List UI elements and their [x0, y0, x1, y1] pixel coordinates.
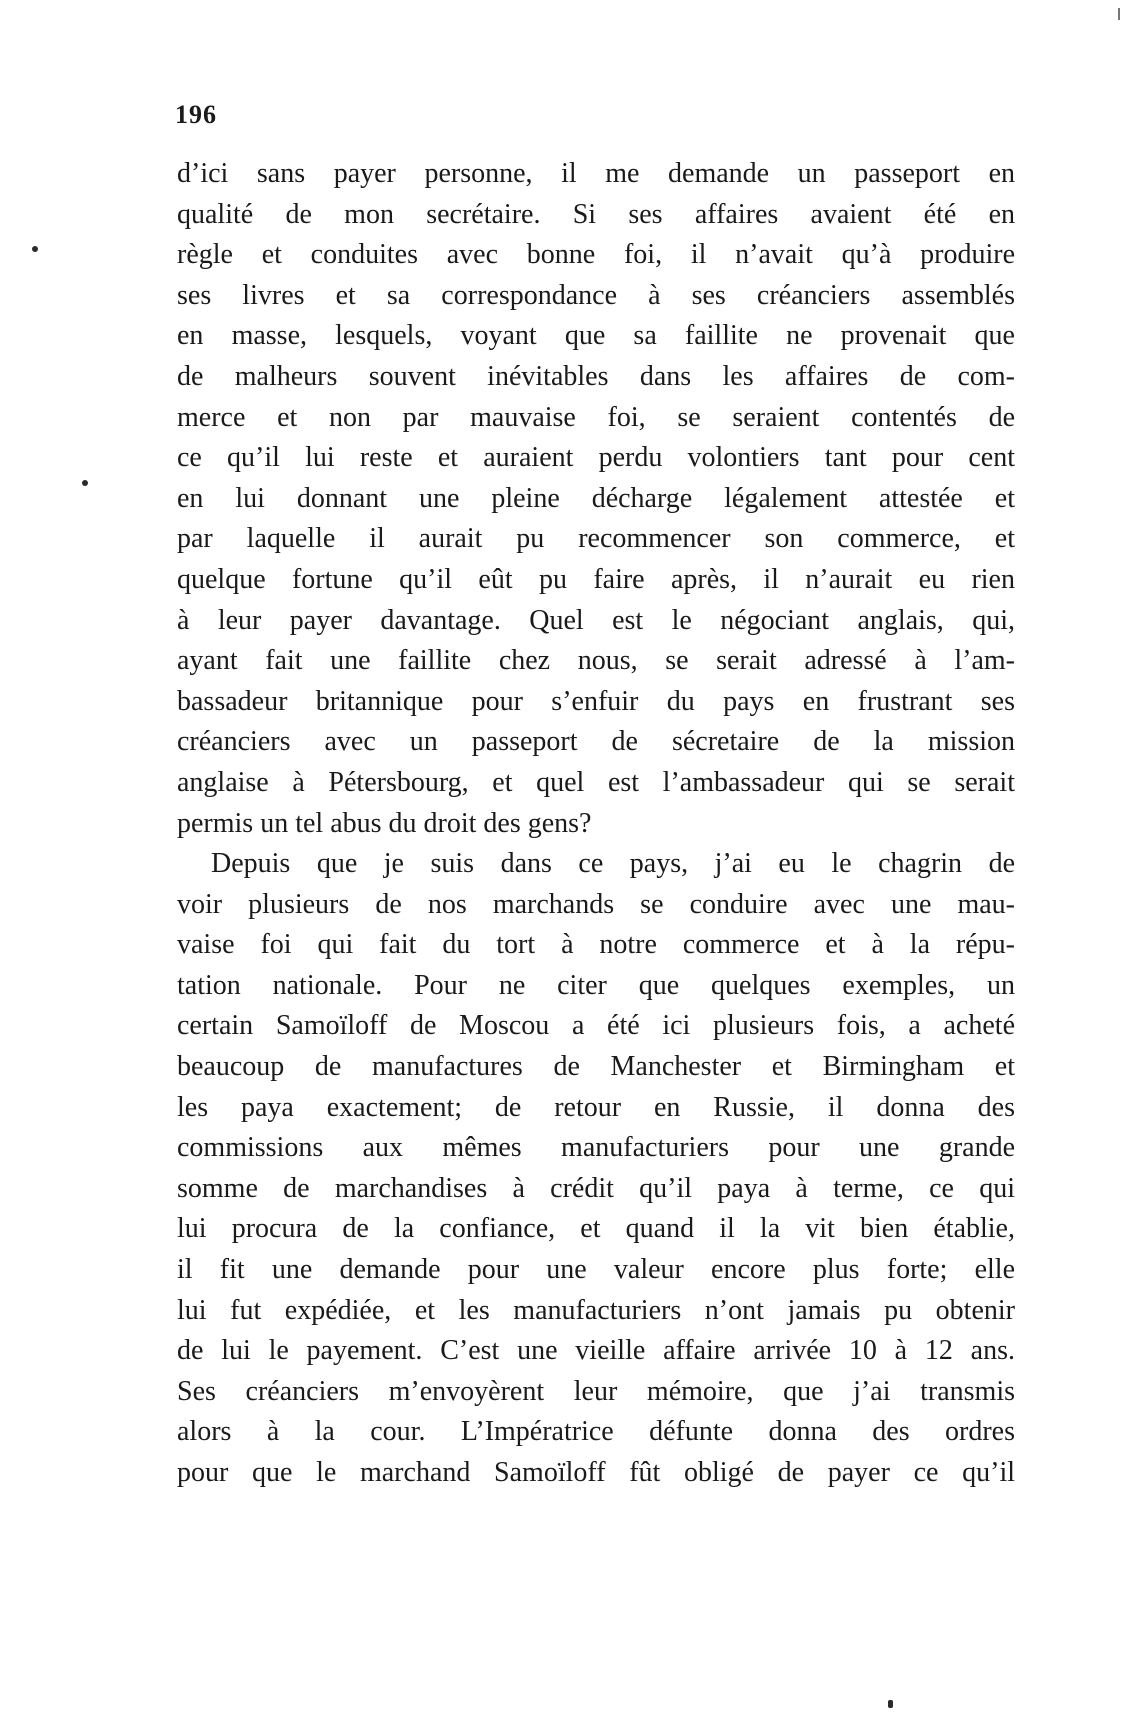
text-line: par laquelle il aurait pu recommencer son commerce, et	[177, 523, 1015, 555]
page-number: 196	[175, 100, 217, 129]
margin-speck	[32, 246, 38, 252]
text-line: tation nationale. Pour ne citer que quelques exemples, un	[177, 969, 1015, 1001]
text-line: voir plusieurs de nos marchands se conduire avec une mau-	[177, 888, 1015, 920]
text-line: ce qu’il lui reste et auraient perdu volontiers tant pour cent	[177, 442, 1015, 474]
text-line: beaucoup de manufactures de Manchester et Birmingham et	[177, 1051, 1015, 1083]
bottom-speck	[888, 1700, 893, 1708]
text-line: commissions aux mêmes manufacturiers pour une grande	[177, 1132, 1015, 1164]
margin-speck	[82, 480, 88, 486]
text-line: qualité de mon secrétaire. Si ses affaires avaient été en	[177, 198, 1015, 230]
text-line: Depuis que je suis dans ce pays, j’ai eu le chagrin de	[211, 848, 1015, 880]
text-line: lui fut expédiée, et les manufacturiers n’ont jamais pu obtenir	[177, 1294, 1015, 1326]
text-line: en lui donnant une pleine décharge légalement attestée et	[177, 482, 1015, 514]
text-line: il fit une demande pour une valeur encore plus forte; elle	[177, 1254, 1015, 1286]
paragraph-1	[177, 154, 1015, 844]
text-line: anglaise à Pétersbourg, et quel est l’ambassadeur qui se serait	[177, 766, 1015, 798]
text-line: de lui le payement. C’est une vieille affaire arrivée 10 à 12 ans.	[177, 1335, 1015, 1367]
text-line: permis un tel abus du droit des gens?	[177, 807, 592, 839]
text-line: à leur payer davantage. Quel est le négociant anglais, qui,	[177, 604, 1015, 636]
text-line: ses livres et sa correspondance à ses créanciers assemblés	[177, 279, 1015, 311]
text-line: créanciers avec un passeport de sécretaire de la mission	[177, 726, 1015, 758]
text-line: certain Samoïloff de Moscou a été ici plusieurs fois, a acheté	[177, 1010, 1015, 1042]
text-line: somme de marchandises à crédit qu’il paya à terme, ce qui	[177, 1172, 1015, 1204]
paragraph-2	[177, 844, 1015, 1494]
scan-edge-mark	[1118, 8, 1120, 20]
text-line: règle et conduites avec bonne foi, il n’avait qu’à produire	[177, 239, 1015, 271]
text-line: de malheurs souvent inévitables dans les affaires de com-	[177, 360, 1015, 392]
text-line: Ses créanciers m’envoyèrent leur mémoire, que j’ai transmis	[177, 1375, 1015, 1407]
text-line: quelque fortune qu’il eût pu faire après, il n’aurait eu rien	[177, 563, 1015, 595]
text-line: vaise foi qui fait du tort à notre commerce et à la répu-	[177, 929, 1015, 961]
text-line: en masse, lesquels, voyant que sa faillite ne provenait que	[177, 320, 1015, 352]
body-text	[177, 154, 1015, 1494]
text-line: merce et non par mauvaise foi, se seraient contentés de	[177, 401, 1015, 433]
text-line: alors à la cour. L’Impératrice défunte donna des ordres	[177, 1416, 1015, 1448]
text-line: lui procura de la confiance, et quand il la vit bien établie,	[177, 1213, 1015, 1245]
text-line: pour que le marchand Samoïloff fût obligé de payer ce qu’il	[177, 1457, 1015, 1488]
text-line: les paya exactement; de retour en Russie, il donna des	[177, 1091, 1015, 1123]
text-line: bassadeur britannique pour s’enfuir du pays en frustrant ses	[177, 685, 1015, 717]
text-line: d’ici sans payer personne, il me demande un passeport en	[177, 158, 1015, 189]
text-line: ayant fait une faillite chez nous, se serait adressé à l’am-	[177, 645, 1015, 677]
